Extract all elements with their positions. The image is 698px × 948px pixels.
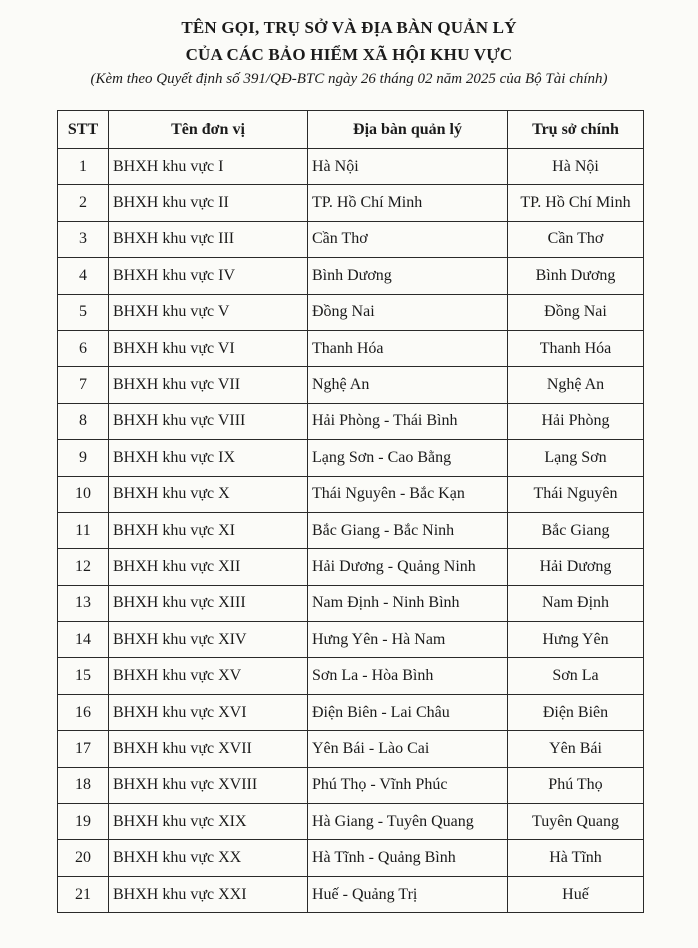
unit-name: BHXH khu vực X xyxy=(109,476,308,512)
unit-name: BHXH khu vực XIII xyxy=(109,585,308,621)
unit-name: BHXH khu vực I xyxy=(109,149,308,185)
managed-area: Thanh Hóa xyxy=(308,330,508,366)
table-row xyxy=(58,840,644,876)
table-row xyxy=(58,694,644,730)
headquarters: Hà Nội xyxy=(508,149,644,185)
managed-area: Hải Phòng - Thái Bình xyxy=(308,403,508,439)
managed-area: Huế - Quảng Trị xyxy=(308,876,508,912)
headquarters: Bắc Giang xyxy=(508,512,644,548)
column-header-area: Địa bàn quản lý xyxy=(308,111,508,149)
managed-area: Lạng Sơn - Cao Bằng xyxy=(308,440,508,476)
managed-area: Bắc Giang - Bắc Ninh xyxy=(308,512,508,548)
table-row xyxy=(58,149,644,185)
managed-area: Thái Nguyên - Bắc Kạn xyxy=(308,476,508,512)
headquarters: TP. Hồ Chí Minh xyxy=(508,185,644,221)
unit-name: BHXH khu vực XII xyxy=(109,549,308,585)
table-row xyxy=(58,440,644,476)
table-row xyxy=(58,622,644,658)
managed-area: Phú Thọ - Vĩnh Phúc xyxy=(308,767,508,803)
row-number: 1 xyxy=(58,149,109,185)
table-row xyxy=(58,258,644,294)
table-row xyxy=(58,403,644,439)
row-number: 9 xyxy=(58,440,109,476)
headquarters: Đồng Nai xyxy=(508,294,644,330)
table-row xyxy=(58,876,644,912)
row-number: 20 xyxy=(58,840,109,876)
row-number: 8 xyxy=(58,403,109,439)
row-number: 3 xyxy=(58,221,109,257)
headquarters: Điện Biên xyxy=(508,694,644,730)
headquarters: Phú Thọ xyxy=(508,767,644,803)
row-number: 2 xyxy=(58,185,109,221)
page-title-line1: TÊN GỌI, TRỤ SỞ VÀ ĐỊA BÀN QUẢN LÝ xyxy=(181,18,517,37)
table-row xyxy=(58,512,644,548)
row-number: 12 xyxy=(58,549,109,585)
headquarters: Huế xyxy=(508,876,644,912)
headquarters: Bình Dương xyxy=(508,258,644,294)
unit-name: BHXH khu vực IV xyxy=(109,258,308,294)
table-row xyxy=(58,476,644,512)
unit-name: BHXH khu vực XV xyxy=(109,658,308,694)
headquarters: Hưng Yên xyxy=(508,622,644,658)
unit-name: BHXH khu vực XVIII xyxy=(109,767,308,803)
table-row xyxy=(58,367,644,403)
unit-name: BHXH khu vực V xyxy=(109,294,308,330)
page-title-line2: CỦA CÁC BẢO HIỂM XÃ HỘI KHU VỰC xyxy=(185,45,513,64)
table-header-row xyxy=(58,111,644,149)
table-body xyxy=(58,149,644,913)
managed-area: Hà Nội xyxy=(308,149,508,185)
table-row xyxy=(58,585,644,621)
unit-name: BHXH khu vực XVI xyxy=(109,694,308,730)
managed-area: Hải Dương - Quảng Ninh xyxy=(308,549,508,585)
managed-area: Bình Dương xyxy=(308,258,508,294)
unit-name: BHXH khu vực XVII xyxy=(109,731,308,767)
unit-name: BHXH khu vực II xyxy=(109,185,308,221)
table-row xyxy=(58,330,644,366)
headquarters: Sơn La xyxy=(508,658,644,694)
regional-offices-table xyxy=(57,110,644,913)
headquarters: Lạng Sơn xyxy=(508,440,644,476)
managed-area: Cần Thơ xyxy=(308,221,508,257)
row-number: 19 xyxy=(58,804,109,840)
row-number: 6 xyxy=(58,330,109,366)
row-number: 4 xyxy=(58,258,109,294)
headquarters: Thái Nguyên xyxy=(508,476,644,512)
row-number: 16 xyxy=(58,694,109,730)
unit-name: BHXH khu vực XI xyxy=(109,512,308,548)
unit-name: BHXH khu vực XIV xyxy=(109,622,308,658)
headquarters: Thanh Hóa xyxy=(508,330,644,366)
table-row xyxy=(58,221,644,257)
headquarters: Cần Thơ xyxy=(508,221,644,257)
headquarters: Hải Dương xyxy=(508,549,644,585)
unit-name: BHXH khu vực VIII xyxy=(109,403,308,439)
table-row xyxy=(58,731,644,767)
unit-name: BHXH khu vực VII xyxy=(109,367,308,403)
managed-area: Điện Biên - Lai Châu xyxy=(308,694,508,730)
managed-area: Hà Giang - Tuyên Quang xyxy=(308,804,508,840)
managed-area: Hà Tĩnh - Quảng Bình xyxy=(308,840,508,876)
managed-area: Nghệ An xyxy=(308,367,508,403)
row-number: 7 xyxy=(58,367,109,403)
row-number: 18 xyxy=(58,767,109,803)
column-header-headquarters: Trụ sở chính xyxy=(508,111,644,149)
unit-name: BHXH khu vực XXI xyxy=(109,876,308,912)
row-number: 17 xyxy=(58,731,109,767)
row-number: 15 xyxy=(58,658,109,694)
column-header-unit-name: Tên đơn vị xyxy=(109,111,308,149)
managed-area: Nam Định - Ninh Bình xyxy=(308,585,508,621)
table-row xyxy=(58,658,644,694)
managed-area: Đồng Nai xyxy=(308,294,508,330)
unit-name: BHXH khu vực VI xyxy=(109,330,308,366)
headquarters: Nam Định xyxy=(508,585,644,621)
headquarters: Tuyên Quang xyxy=(508,804,644,840)
managed-area: TP. Hồ Chí Minh xyxy=(308,185,508,221)
table-row xyxy=(58,804,644,840)
table-row xyxy=(58,767,644,803)
decision-reference: (Kèm theo Quyết định số 391/QĐ-BTC ngày 26 tháng 02 năm 2025 của Bộ Tài chính) xyxy=(90,71,608,87)
row-number: 11 xyxy=(58,512,109,548)
managed-area: Hưng Yên - Hà Nam xyxy=(308,622,508,658)
managed-area: Yên Bái - Lào Cai xyxy=(308,731,508,767)
row-number: 10 xyxy=(58,476,109,512)
table-row xyxy=(58,549,644,585)
unit-name: BHXH khu vực XIX xyxy=(109,804,308,840)
unit-name: BHXH khu vực IX xyxy=(109,440,308,476)
column-header-stt: STT xyxy=(58,111,109,149)
headquarters: Nghệ An xyxy=(508,367,644,403)
headquarters: Hà Tĩnh xyxy=(508,840,644,876)
row-number: 14 xyxy=(58,622,109,658)
unit-name: BHXH khu vực XX xyxy=(109,840,308,876)
managed-area: Sơn La - Hòa Bình xyxy=(308,658,508,694)
row-number: 21 xyxy=(58,876,109,912)
headquarters: Yên Bái xyxy=(508,731,644,767)
headquarters: Hải Phòng xyxy=(508,403,644,439)
table-row xyxy=(58,185,644,221)
row-number: 13 xyxy=(58,585,109,621)
unit-name: BHXH khu vực III xyxy=(109,221,308,257)
row-number: 5 xyxy=(58,294,109,330)
table-row xyxy=(58,294,644,330)
